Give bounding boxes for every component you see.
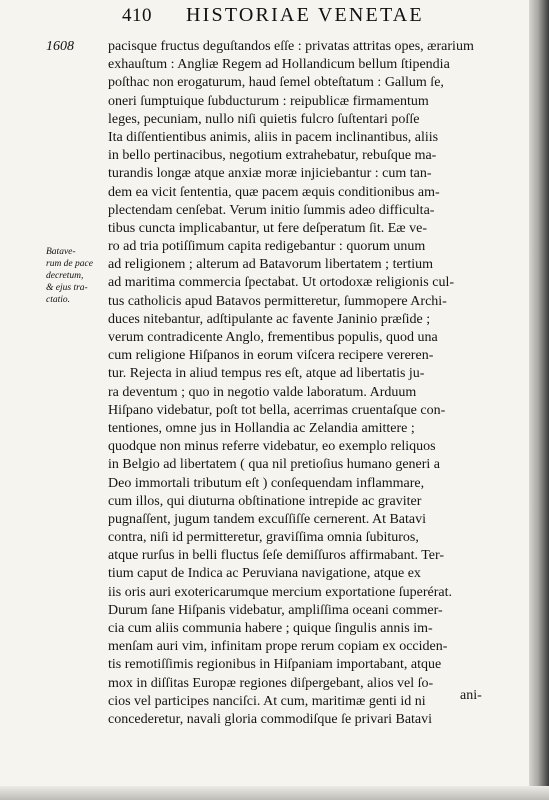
- text-line: ro ad tria potiſſimum capita redigebantur : quorum unum: [108, 239, 426, 255]
- text-line: pugnaſſent, jugum tandem excuſſiſſe cernerent. At Batavi: [108, 511, 427, 527]
- text-line: poſthac non erogaturum, haud ſemel obteſtatum : Gallum ſe,: [108, 75, 444, 91]
- marginal-note-line: decretum,: [46, 271, 84, 281]
- scan-edge-shadow: [529, 0, 549, 800]
- text-line: cum religione Hiſpanos in eorum viſcera recipere vereren-: [108, 348, 434, 364]
- text-line: tentiones, omne jus in Hollandia ac Zelandia amittere ;: [108, 420, 415, 436]
- text-line: Hiſpano videbatur, poſt tot bella, acerrimas cruentaſque con-: [108, 402, 446, 418]
- text-line: leges, pecuniam, nullo niſi quietis fulcro ſuſtentari poſſe: [108, 111, 420, 127]
- text-line: menſam auri vim, infinitam prope rerum copiam ex occiden-: [108, 639, 448, 655]
- text-line: Durum ſane Hiſpanis videbatur, ampliſſima oceani commer-: [108, 602, 443, 618]
- text-line: cios vel participes nanciſci. At cum, maritimæ genti id ni: [108, 693, 426, 709]
- text-line: cum illos, qui diuturna obſtinatione intrepide ac graviter: [108, 493, 422, 509]
- text-line: turandis longæ atque anxiæ moræ injiciebantur : cum tan-: [108, 166, 432, 182]
- scan-bottom-edge: [0, 786, 549, 800]
- page-number: 410: [122, 5, 152, 26]
- text-line: iis oris auri exotericarumque mercium exportatione ſuperérat.: [108, 584, 453, 600]
- text-line: plectendam cenſebat. Verum initio ſummis adeo difficulta-: [108, 202, 435, 218]
- margin-year: 1608: [46, 39, 74, 54]
- text-line: Ita diſſentientibus animis, aliis in pacem inclinantibus, aliis: [108, 129, 439, 145]
- text-line: quodque non minus referre videbatur, eo exemplo reliquos: [108, 439, 436, 455]
- text-line: tus catholicis apud Batavos permitteretur, ſummopere Archi-: [108, 293, 447, 309]
- text-line: atque rurſus in belli fluctus ſeſe demiſſuros affirmabant. Ter-: [108, 548, 445, 564]
- text-line: ad maritima commercia ſpectabat. Ut ortodoxæ religionis cul-: [108, 275, 455, 291]
- marginal-note-line: ctatio.: [46, 295, 71, 305]
- text-line: exhauſtum : Angliæ Regem ad Hollandicum bellum ſtipendia: [108, 57, 450, 73]
- text-line: in bello pertinacibus, negotium extrahebatur, rebuſque ma-: [108, 148, 437, 164]
- text-line: pacisque fructus deguſtandos eſſe : privatas attritas opes, ærarium: [108, 39, 474, 54]
- text-line: concederetur, navali gloria commodiſque ſe privari Batavi: [108, 711, 433, 727]
- text-line: ad religionem ; alterum ad Batavorum libertatem ; tertium: [108, 257, 434, 273]
- text-line: Deo immortali tributum eſt ) conſequendam inflammare,: [108, 475, 425, 491]
- marginal-note: [46, 246, 106, 306]
- text-line: dem ea vicit ſententia, quæ pacem æquis conditionibus am-: [108, 184, 440, 200]
- text-line: in Belgio ad libertatem ( qua nil pretioſius humano generi a: [108, 457, 441, 473]
- marginal-note-line: & ejus tra-: [46, 283, 88, 293]
- marginal-note-line: Batave-: [46, 247, 76, 257]
- text-line: contra, niſi id permitteretur, graviſſima omnia ſubituros,: [108, 530, 419, 546]
- text-line: tur. Rejecta in aliud tempus res eſt, atque ad libertatis ju-: [108, 366, 425, 382]
- text-line: tium caput de Indica ac Peruviana navigatione, atque ex: [108, 566, 421, 582]
- body-text: [108, 38, 518, 729]
- marginal-note-line: rum de pace: [46, 259, 93, 269]
- text-line: oneri ſumptuique ſubducturum : reipublicæ firmamentum: [108, 93, 429, 109]
- text-line: ra deventum ; quo in negotio valde laboratum. Arduum: [108, 384, 417, 400]
- catchword: ani-: [460, 688, 482, 703]
- text-line: mox in diſſitas Europæ regiones diſpergebant, alios vel ſo-: [108, 675, 434, 691]
- running-title: HISTORIAE VENETAE: [186, 4, 424, 26]
- text-line: duces nitebantur, adſtipulante ac favente Janinio præſide ;: [108, 311, 431, 327]
- text-line: cia cum aliis communia habere ; quique ſingulis annis im-: [108, 621, 433, 636]
- text-line: tis remotiſſimis regionibus in Hiſpaniam importabant, atque: [108, 657, 442, 673]
- text-line: verum contradicente Anglo, frementibus populis, quod una: [108, 330, 438, 345]
- page-header: [50, 4, 490, 32]
- text-line: tibus cuncta implicabantur, ut fere deſperatum ſit. Eæ ve-: [108, 220, 427, 236]
